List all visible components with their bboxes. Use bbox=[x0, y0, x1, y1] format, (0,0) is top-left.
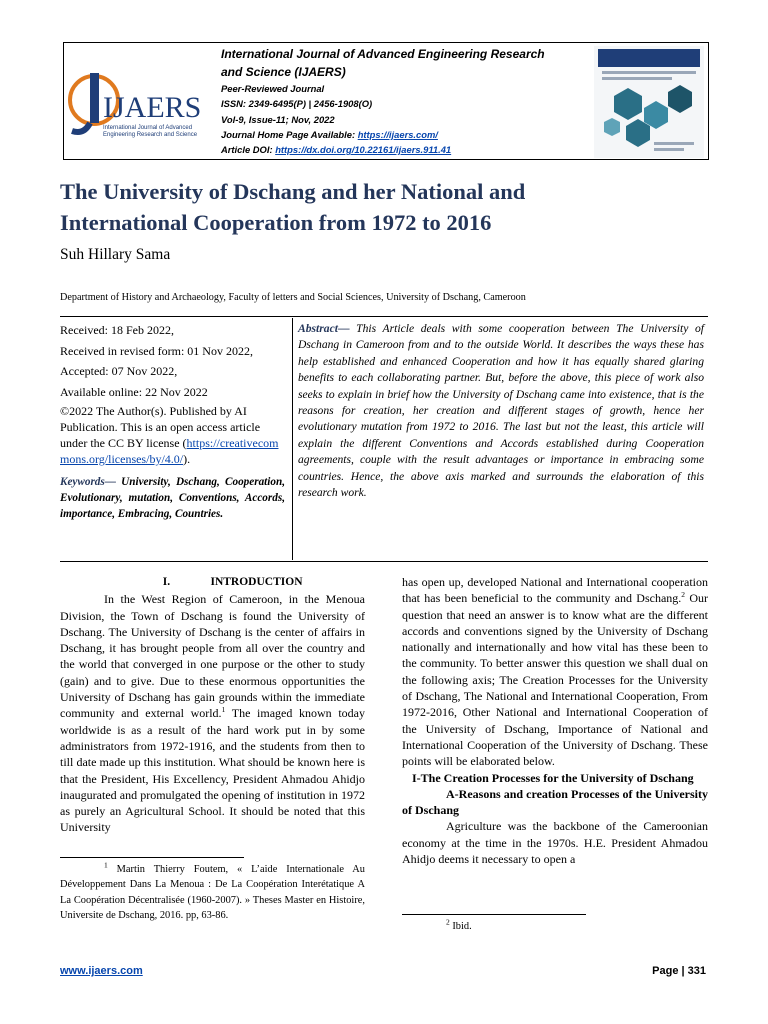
volume-issue: Vol-9, Issue-11; Nov, 2022 bbox=[221, 113, 335, 125]
keywords-label: Keywords— bbox=[60, 476, 116, 488]
license-text: ©2022 The Author(s). Published by AI Publication. This is an open access article under the CC BY license bbox=[60, 404, 261, 450]
license-link[interactable]: https://creativecommons.org/licenses/by/4.0/ bbox=[60, 436, 279, 466]
footnote-1 bbox=[60, 862, 365, 924]
footnote-2 bbox=[402, 919, 708, 934]
article-title-line-1: The University of Dschang and her National and bbox=[60, 179, 526, 204]
intro-paragraph-2 bbox=[402, 574, 708, 770]
logo-subtitle-2: Engineering Research and Science bbox=[103, 132, 198, 138]
journal-header bbox=[63, 42, 709, 160]
revised-date: Received in revised form: 01 Nov 2022, bbox=[60, 343, 253, 358]
footnote-ref-1[interactable]: 1 bbox=[221, 705, 226, 715]
received-date: Received: 18 Feb 2022, bbox=[60, 323, 174, 337]
body-column-left bbox=[60, 574, 365, 836]
article-title bbox=[60, 176, 720, 238]
body-column-right bbox=[402, 574, 708, 867]
accepted-date: Accepted: 07 Nov 2022, bbox=[60, 364, 178, 378]
journal-title-line-1: International Journal of Advanced Engineering Research bbox=[221, 47, 545, 61]
footnote-rule-left bbox=[60, 857, 244, 858]
intro-text-a: In the West Region of Cameroon, in the Menoua Division, the Town of Dschang is found the University of Dschang. The University of Dschang is the center of affairs in Dschang, it has brought people from all over the country and the world that converged in one purpose or the other to study (gain) and to give. Due to these enormous opportunities the University of Dschang has gain grounds within the immediate community and external world. bbox=[60, 592, 365, 721]
subheading-reasons: A-Reasons and creation Processes of the University of Dschang bbox=[402, 786, 708, 818]
doi-label: Article DOI: bbox=[221, 144, 276, 156]
abstract-label: Abstract— bbox=[298, 322, 350, 335]
logo-wordmark: IJAERS bbox=[103, 91, 202, 124]
section-heading bbox=[60, 574, 365, 590]
home-page-link[interactable]: https://ijaers.com/ bbox=[357, 128, 438, 140]
journal-cover-image bbox=[594, 46, 704, 158]
article-title-line-2: International Cooperation from 1972 to 2016 bbox=[60, 210, 492, 235]
article-history bbox=[60, 320, 285, 523]
abstract-text: This Article deals with some cooperation between The University of Dschang in Cameroon from and to the outside World. It describes the ways these has help established and enhanced Cooperation and how it has equally shared glaring benefits to each collaborating partner. But, before the above, this piece of work also seeks to explain in brief how the University of Dschang came into existence, that is the reasons for creation, her creation and different stages of growth, hence her evolutionary mutation from 1972 to 2016. The last but not the least, this article will explain the different Conventions and Accords established during Cooperation agreements, couple with the result advantages or importance in embracing some countries. Hence, the above axis marked and surrounds the elaboration of this research work. bbox=[298, 322, 705, 500]
subheading-creation-processes: I-The Creation Processes for the University of Dschang bbox=[412, 770, 694, 785]
journal-title-line-2: and Science (IJAERS) bbox=[221, 65, 346, 79]
page-number: Page | 331 bbox=[652, 965, 706, 977]
peer-reviewed: Peer-Reviewed Journal bbox=[221, 83, 325, 94]
issn: ISSN: 2349-6495(P) | 2456-1908(O) bbox=[221, 98, 373, 110]
author-name: Suh Hillary Sama bbox=[60, 246, 171, 263]
rule-top bbox=[60, 316, 708, 317]
footnote-rule-right bbox=[402, 914, 586, 915]
doi-line bbox=[221, 142, 581, 157]
keywords bbox=[60, 474, 285, 523]
rule-vertical bbox=[292, 318, 293, 560]
journal-info bbox=[221, 45, 581, 157]
footnote-ref-2[interactable]: 2 bbox=[681, 590, 686, 600]
footnote-2-number: 2 bbox=[446, 917, 450, 927]
footnote-2-text: Ibid. bbox=[449, 921, 472, 932]
author-affiliation: Department of History and Archaeology, Faculty of letters and Social Sciences, University of Dschang, Cameroon bbox=[60, 292, 526, 303]
paragraph-agriculture: Agriculture was the backbone of the Cameroonian economy at the time in the 1970s. H.E. President Ahmadou Ahidjo deems it necessary to open a bbox=[402, 819, 708, 867]
rule-bottom bbox=[60, 561, 708, 562]
section-title: INTRODUCTION bbox=[210, 576, 303, 588]
footnote-1-number: 1 bbox=[104, 860, 108, 870]
doi-link[interactable]: https://dx.doi.org/10.22161/ijaers.911.41 bbox=[275, 144, 452, 156]
journal-logo bbox=[66, 65, 214, 145]
intro-paragraph-1 bbox=[60, 591, 365, 835]
section-number: I. bbox=[162, 576, 171, 588]
license-statement: ©2022 The Author(s). Published by AI Publication. This is an open access article under the CC BY license (https://creativecommons.org/licenses/by/4.0/). bbox=[60, 404, 279, 466]
intro-text-b: The imaged known today worldwide is as a result of the hard work put in by some administrators from 1972-1916, and the students from then to till date made up this institution. What should be known here is that the President, His Excellency, President Ahmadou Ahidjo inaugurated and promulgated the opening of institution in 1972 as purely an Agricultural School. It should be noted that this University bbox=[60, 706, 365, 835]
available-date: Available online: 22 Nov 2022 bbox=[60, 384, 208, 399]
intro-text-d: Our question that need an answer is to know what are the different accords and conventions signed by the University of Dschang nationally and internationally and how vital has these been to the community. To better answer this question we shall dual on the following axis; The Creation Processes for the University of Dschang, The National and International Cooperation, From 1972-2016, Other National and International Cooperation of the University of Dschang, Importance of National and International Cooperation of the University of Dschang. These points will be elaborated below. bbox=[402, 591, 708, 769]
footnote-1-text: Martin Thierry Foutem, « L’aide Internationale Au Développement Dans La Menoua : De La Coopération Interétatique A La Coopération Décentralisée (1960-2007). » Theses Master en Histoire, Universite de Dschang, 2016. pp, 63-86. bbox=[60, 864, 365, 922]
abstract bbox=[298, 321, 704, 501]
footer-website-link[interactable]: www.ijaers.com bbox=[60, 965, 143, 977]
logo-subtitle-1: International Journal of Advanced bbox=[103, 125, 193, 131]
home-page-line bbox=[221, 127, 581, 142]
keywords-list: University, Dschang, Cooperation, Evolutionary, mutation, Conventions, Accords, importance, Embracing, Countries. bbox=[60, 476, 285, 521]
intro-text-c: has open up, developed National and International cooperation that has been beneficial to the community and Dschang. bbox=[402, 575, 708, 606]
home-page-label: Journal Home Page Available: bbox=[221, 128, 358, 140]
